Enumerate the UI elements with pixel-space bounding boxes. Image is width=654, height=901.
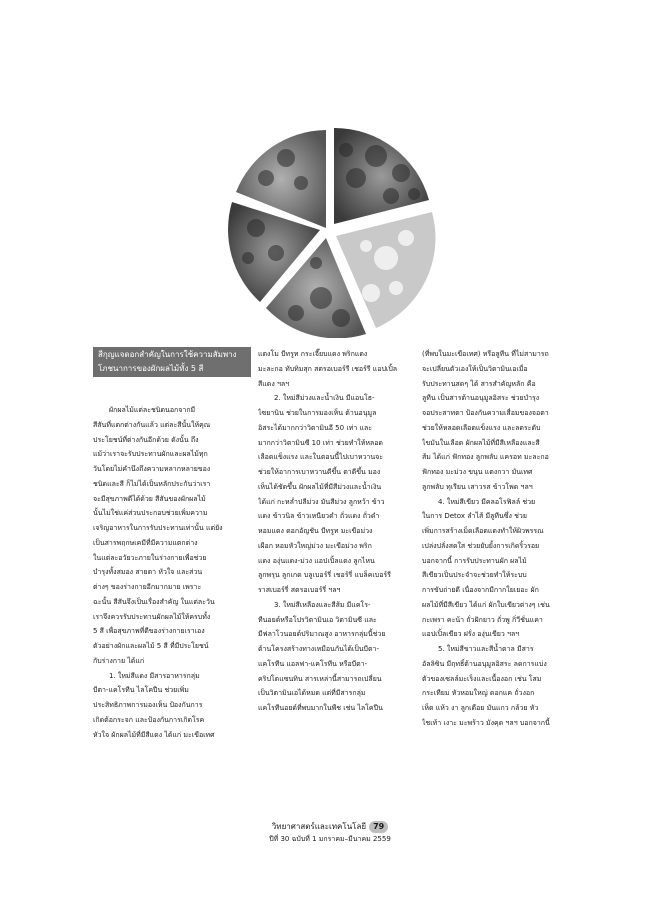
- text-column-1: [93, 403, 249, 742]
- food-photo-collage: [226, 128, 436, 338]
- text-line: ประสิทธิภาพการมองเห็น ป้องกันการ: [93, 701, 203, 709]
- text-line: ผักผลไม้แต่ละชนิดนอกจากมี: [109, 406, 196, 414]
- text-line: มีฟลาโวนอยด์ปริมาณสูง อาหารกลุ่มนี้ช่วย: [258, 630, 386, 639]
- text-line: อิสระได้มากกว่าวิตามินอี 50 เท่า และ: [258, 423, 373, 432]
- text-line: จะเปลี่ยนตัวเองให้เป็นวิตามินเอเมื่อ: [422, 364, 528, 373]
- sidebar-heading-box: [93, 347, 251, 377]
- text-line: 2. ใหม่สีม่วงและน้ำเงิน มีแอนโธ-: [274, 394, 375, 403]
- text-line: แคโรทีนอยด์ที่พบมากในพืช เช่น ไลโคปีน: [258, 704, 383, 712]
- text-line: แดง ข้าวนิล ข้าวเหนียวดำ ถั่วแดง ถั่วดำ: [258, 512, 380, 521]
- text-line: ได้แก่ กะหล่ำปลีม่วง มันสีม่วง ลูกหว้า ข้าว: [258, 497, 385, 506]
- text-line: บอกจากนี้ การรับประทานผัก ผลไม้: [422, 556, 527, 565]
- page-footer: [250, 821, 410, 845]
- page-number: 79: [369, 821, 388, 833]
- text-line: อัลลิซิน มีฤทธิ์ต้านอนุมูลอิสระ ลดการแบ่ง: [422, 659, 547, 668]
- text-line: กระเทียม หัวหอมใหญ่ ดอกแค ถั่วงอก: [422, 689, 535, 698]
- text-line: ลูกพลับ ทุเรียน เสาวรส ข้าวโพด ฯลฯ: [422, 482, 533, 491]
- text-line: ไซยานิน ช่วยในการมองเห็น ต้านอนุมูล: [258, 409, 377, 417]
- text-line: แดง องุ่นแดง-ม่วง แอปเปิ้ลแดง ลูกไหน: [258, 556, 375, 565]
- text-line: 5. ใหม่สีขาวและสีน้ำตาล มีสาร: [438, 645, 534, 653]
- text-line: ไชเท้า เงาะ มะพร้าว มังคุด ฯลฯ บอกจากนี้: [422, 718, 550, 727]
- text-line: เพิ่มการสร้างเม็ดเลือดแดงทำให้ผิวพรรณ: [422, 527, 544, 535]
- text-line: วันโดยไม่คำนึงถึงความหลากหลายของ: [93, 465, 211, 473]
- text-line: ผลไม้ที่มีสีเขียว ได้แก่ ผักใบเขียวต่างๆ เช่น: [422, 600, 550, 609]
- text-line: 4. ใหม่สีเขียว มีคลอโรฟิลล์ ช่วย: [438, 497, 536, 506]
- text-line: มะละกอ ทับทิมสุก สตรอเบอร์รี เชอร์รี แอปเปิ้ล: [258, 364, 398, 373]
- text-line: หอมแดง ดอกอัญชัน บีทรูท มะเขือม่วง: [258, 527, 373, 535]
- text-line: สีแดง ฯลฯ: [258, 379, 290, 388]
- text-line: 5 สี เพื่อสุขภาพที่ดีของร่างกายเราเอง: [93, 627, 205, 636]
- text-line: ตัวอย่างผักและผลไม้ 5 สี ที่มีประโยชน์: [93, 642, 209, 650]
- text-line: จอประสาทตา ป้องกันความเสื่อมของจอตา: [422, 409, 549, 417]
- text-line: นั้นไม่ใช่แค่ส่วนประกอบช่วยเพิ่มความ: [93, 509, 208, 518]
- text-line: แตงโม บีทรูท กระเจี๊ยบแดง พริกแดง: [258, 350, 368, 358]
- text-line: กับร่างกาย ได้แก่: [93, 656, 145, 665]
- text-line: เกิดต้อกระจก และป้องกันการเกิดโรค: [93, 715, 205, 724]
- text-line: ประโยชน์ที่ต่างกันอีกด้วย ดังนั้น ถึง: [93, 435, 199, 444]
- text-line: ต่างๆ ของร่างกายอีกมากมาย เพราะ: [93, 583, 202, 591]
- text-line: ทีนอยด์หรือโปรวิตามินเอ วิตามินซี และ: [258, 615, 377, 624]
- text-line: สีเขียวเป็นประจำจะช่วยทำให้ระบบ: [422, 571, 527, 580]
- text-line: การขับถ่ายดี เนื่องจากมีกากใยเยอะ ผัก: [422, 586, 539, 594]
- text-line: 1. ใหม่สีแดง มีสารอาหารกลุ่ม: [109, 671, 200, 680]
- text-line: เราจึงควรรับประทานผักผลไม้ให้ครบทั้ง: [93, 612, 211, 621]
- text-line: ช่วยให้อาการเบาหวานดีขึ้น ตาดีขึ้น มอง: [258, 468, 381, 476]
- text-line: เห็ด แห้ว งา ลูกเดือย มันแกว กล้วย หัว: [422, 704, 539, 712]
- text-line: เจริญอาหารในการรับประทานเท่านั้น แต่ยัง: [93, 524, 223, 532]
- text-line: เปล่งปลั่งสดใส ช่วยยับยั้งการเกิดริ้วรอย: [422, 541, 540, 550]
- text-line: เป็นสารพฤกษเคมีที่มีความแตกต่าง: [93, 538, 198, 547]
- text-line: สีสันที่แตกต่างกันแล้ว แต่ละสีนั้นให้คุณ: [93, 420, 211, 429]
- text-line: ไขมันในเลือด ผักผลไม้ที่มีสีเหลืองและสี: [422, 438, 540, 447]
- journal-name: วิทยาศาสตร์และเทคโนโลยี: [271, 822, 367, 831]
- issue-info: ปีที่ 30 ฉบับที่ 1 มกราคม–มีนาคม 2559: [269, 835, 391, 843]
- text-line: ลูกพรุน ลูกเกด บลูเบอร์รี่ เชอร์รี่ แบล็คเบอร์รี: [258, 571, 391, 580]
- text-line: เลือดแข็งแรง และในตอนนี้ไปเบาหวานจะ: [258, 453, 383, 462]
- text-line: ลูทีน เป็นสารต้านอนุมูลอิสระ ช่วยบำรุง: [422, 394, 540, 403]
- text-line: จะมีสุขภาพดีได้ด้วย สีสันของผักผลไม้: [93, 494, 206, 503]
- text-line: ตัวของเซลล์มะเร็งและเนื้องอก เช่น โสม: [422, 674, 542, 683]
- text-line: ชนิดและสี ก็ไม่ได้เป็นหลักประกันว่าเรา: [93, 479, 211, 488]
- text-line: ฉะนั้น สีสันจึงเป็นเรื่องสำคัญ ในแต่ละวัน: [93, 597, 215, 606]
- text-line: ส้ม ได้แก่ ฟักทอง ลูกพลับ แครอท มะละกอ: [422, 453, 549, 462]
- text-line: บีตา-แคโรทีน ไลโคปีน ช่วยเพิ่ม: [93, 686, 189, 695]
- text-line: มากกว่าวิตามินซี 10 เท่า ช่วยทำให้หลอด: [258, 438, 383, 447]
- text-line: เห็นได้ชัดขึ้น ผักผลไม้ที่มีสีม่วงและน้ำเงิน: [258, 482, 382, 491]
- text-column-2: [258, 347, 414, 716]
- text-line: แคโรทีน แอลฟา-แคโรทีน หรือบีตา-: [258, 659, 368, 668]
- text-line: แม้ว่าเราจะรับประทานผักและผลไม้ทุก: [93, 450, 208, 459]
- text-line: บำรุงทั้งสมอง สายตา หัวใจ และส่วน: [93, 568, 203, 577]
- text-line: หัวใจ ผักผลไม้ที่มีสีแดง ได้แก่ มะเขือเทศ: [93, 730, 215, 739]
- text-line: แอปเปิ้ลเขียว ฝรั่ง องุ่นเขียว ฯลฯ: [422, 630, 520, 639]
- text-line: ราสเบอร์รี่ สตรอเบอร์รี่ ฯลฯ: [258, 586, 341, 594]
- fruit-vegetable-color-wheel: [226, 128, 436, 338]
- text-line: รับประทานสดๆ ได้ สารสำคัญหลัก คือ: [422, 379, 536, 388]
- text-line: ต้านโครงสร้างทางเหมือนกันได้เป็นบีตา-: [258, 645, 379, 653]
- sidebar-heading-line: สีกุญแจดอกสำคัญในการใช้ความสัมพาง: [98, 350, 237, 359]
- text-column-3: [422, 347, 578, 731]
- text-line: ฟักทอง มะม่วง ขนุน แตงกวา มันเทศ: [422, 468, 533, 476]
- sidebar-heading-line: โภชนาการของผักผลไม้ทั้ง 5 สี: [98, 364, 204, 373]
- text-line: 3. ใหม่สีเหลืองและสีส้ม มีแคโร-: [274, 600, 371, 609]
- text-line: ในแต่ละอวัยวะภายในร่างกายเพื่อช่วย: [93, 553, 207, 562]
- text-line: ในการ Detox ลำไส้ มีลูทีนซึ่ง ช่วย: [422, 512, 527, 521]
- text-line: เป็นวิตามินเอได้หมด แต่ที่มีสารกลุ่ม: [258, 689, 366, 698]
- text-line: (ที่พบในมะเขือเทศ) หรือลูทีน ที่ไม่สามารถ: [422, 350, 549, 358]
- text-line: ช่วยให้หลอดเลือดแข็งแรง และลดระดับ: [422, 423, 541, 432]
- text-line: กะเพรา คะน้า ถั่วฝักยาว ถั่วพู กิ่วีชั่นแคา: [422, 615, 543, 624]
- text-line: คริปโตแซนทิน สารเหล่านี้สามารถเปลี่ยน: [258, 674, 382, 683]
- text-line: เผือก หอมหัวใหญ่ม่วง มะเขือม่วง พริก: [258, 541, 372, 550]
